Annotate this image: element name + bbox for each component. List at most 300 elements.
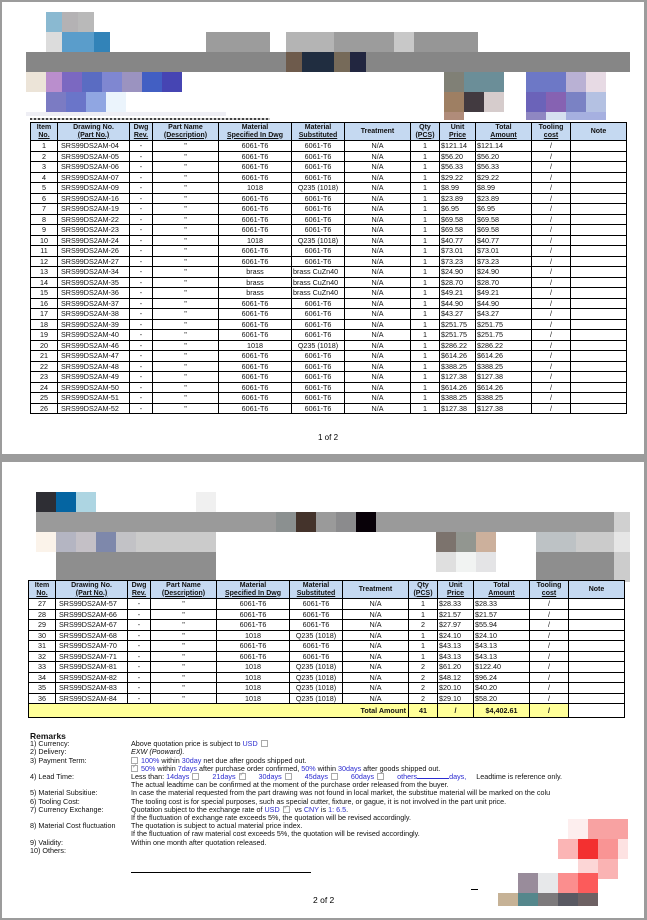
cell-material-specified: 6061-T6 <box>219 372 292 383</box>
cell-treatment: N/A <box>343 683 409 694</box>
cell-qty: 1 <box>411 382 440 393</box>
table-row <box>31 393 627 404</box>
column-header-material-specified: Material Specified In Dwg <box>217 581 290 599</box>
cell-tooling-cost: / <box>532 246 571 257</box>
cell-part-name: " <box>153 246 219 257</box>
cell-unit-price: $21.57 <box>438 609 474 620</box>
cell-treatment: N/A <box>345 309 411 320</box>
cell-dwg-rev: - <box>130 193 153 204</box>
cell-material-substituted: 6061-T6 <box>292 214 345 225</box>
cell-note <box>571 403 627 414</box>
lead-time-checkbox-45days[interactable] <box>331 773 338 780</box>
cell-part-name: " <box>153 351 219 362</box>
cell-treatment: N/A <box>345 330 411 341</box>
cell-part-name: " <box>153 214 219 225</box>
cell-note <box>571 277 627 288</box>
cell-note <box>569 693 625 704</box>
table-row <box>31 309 627 320</box>
cell-drawing-no: SRS99DS2AM-26 <box>58 246 130 257</box>
table-row <box>29 630 625 641</box>
cell-material-specified: 1018 <box>217 693 290 704</box>
lead-time-checkbox-21days[interactable] <box>239 773 246 780</box>
cell-material-specified: 1018 <box>217 672 290 683</box>
cell-tooling-cost: / <box>532 235 571 246</box>
cell-unit-price: $61.20 <box>438 662 474 673</box>
cell-qty: 1 <box>411 235 440 246</box>
cell-total-amount: $388.25 <box>476 361 532 372</box>
cell-unit-price: $43.13 <box>438 651 474 662</box>
column-header-qty: Qty (PCS) <box>409 581 438 599</box>
cell-treatment: N/A <box>345 298 411 309</box>
column-header-item-no: Item No. <box>29 581 56 599</box>
cell-dwg-rev: - <box>130 235 153 246</box>
cell-qty: 1 <box>411 204 440 215</box>
table-row <box>31 277 627 288</box>
cell-qty: 1 <box>409 641 438 652</box>
cell-unit-price: $56.33 <box>440 162 476 173</box>
column-header-total-amount: Total Amount <box>474 581 530 599</box>
cell-drawing-no: SRS99DS2AM-66 <box>56 609 128 620</box>
cell-note <box>571 393 627 404</box>
cell-item-no: 23 <box>31 372 58 383</box>
cell-treatment: N/A <box>345 162 411 173</box>
cell-qty: 1 <box>411 162 440 173</box>
cell-note <box>571 214 627 225</box>
cell-note <box>569 651 625 662</box>
remark-currency-exchange: 7) Currency Exchange: Quotation subject to the exchange rate of USD✓ vs CNY is 1: 6.5. <box>30 806 642 814</box>
cell-treatment: N/A <box>345 141 411 152</box>
cell-treatment: N/A <box>345 214 411 225</box>
cell-note <box>569 630 625 641</box>
cell-unit-price: $29.22 <box>440 172 476 183</box>
cell-treatment: N/A <box>343 620 409 631</box>
cell-material-specified: 1018 <box>217 662 290 673</box>
cell-item-no: 19 <box>31 330 58 341</box>
cell-material-specified: 6061-T6 <box>217 599 290 610</box>
cell-drawing-no: SRS99DS2AM-34 <box>58 267 130 278</box>
cell-drawing-no: SRS99DS2AM-37 <box>58 298 130 309</box>
table-row <box>31 340 627 351</box>
cell-treatment: N/A <box>345 204 411 215</box>
cell-item-no: 9 <box>31 225 58 236</box>
cell-note <box>569 662 625 673</box>
cell-drawing-no: SRS99DS2AM-50 <box>58 382 130 393</box>
cell-total-amount: $122.40 <box>474 662 530 673</box>
cell-part-name: " <box>153 288 219 299</box>
cell-dwg-rev: - <box>130 267 153 278</box>
cell-qty: 1 <box>411 403 440 414</box>
lead-time-checkbox-60days[interactable] <box>377 773 384 780</box>
cell-qty: 2 <box>409 683 438 694</box>
cell-part-name: " <box>151 693 217 704</box>
cell-part-name: " <box>151 620 217 631</box>
column-header-dwg-rev: Dwg Rev. <box>130 123 153 141</box>
cell-item-no: 31 <box>29 641 56 652</box>
cell-unit-price: $73.01 <box>440 246 476 257</box>
cell-total-amount: $6.95 <box>476 204 532 215</box>
table-row <box>31 204 627 215</box>
cell-material-specified: 1018 <box>217 630 290 641</box>
cell-qty: 1 <box>411 351 440 362</box>
column-header-total-amount: Total Amount <box>476 123 532 141</box>
cell-item-no: 16 <box>31 298 58 309</box>
cell-unit-price: $44.90 <box>440 298 476 309</box>
cell-material-substituted: 6061-T6 <box>292 204 345 215</box>
cell-dwg-rev: - <box>130 141 153 152</box>
table-row <box>31 193 627 204</box>
cell-unit-price: $40.77 <box>440 235 476 246</box>
cell-note <box>571 204 627 215</box>
table-row <box>31 403 627 414</box>
cell-total-amount: $43.27 <box>476 309 532 320</box>
cell-part-name: " <box>153 298 219 309</box>
cell-total-amount: $69.58 <box>476 214 532 225</box>
cell-item-no: 32 <box>29 651 56 662</box>
cell-unit-price: $29.10 <box>438 693 474 704</box>
cell-dwg-rev: - <box>130 372 153 383</box>
cell-qty: 1 <box>411 330 440 341</box>
cell-total-amount: $251.75 <box>476 319 532 330</box>
cell-material-substituted: 6061-T6 <box>292 298 345 309</box>
cell-material-specified: 6061-T6 <box>219 193 292 204</box>
cell-unit-price: $69.58 <box>440 214 476 225</box>
cell-treatment: N/A <box>345 319 411 330</box>
table-row <box>29 693 625 704</box>
table-row <box>31 151 627 162</box>
dash-mark <box>471 889 478 890</box>
cell-total-amount: $73.01 <box>476 246 532 257</box>
cell-item-no: 28 <box>29 609 56 620</box>
cell-total-amount: $21.57 <box>474 609 530 620</box>
cell-qty: 1 <box>411 193 440 204</box>
cell-item-no: 11 <box>31 246 58 257</box>
cell-drawing-no: SRS99DS2AM-67 <box>56 620 128 631</box>
cell-part-name: " <box>153 204 219 215</box>
cell-qty: 2 <box>409 693 438 704</box>
cell-total-amount: $49.21 <box>476 288 532 299</box>
cell-material-specified: 1018 <box>219 183 292 194</box>
cell-qty: 1 <box>411 256 440 267</box>
cell-material-substituted: 6061-T6 <box>292 393 345 404</box>
cell-part-name: " <box>153 162 219 173</box>
cell-material-substituted: 6061-T6 <box>292 330 345 341</box>
cell-tooling-cost: / <box>532 225 571 236</box>
cell-note <box>571 267 627 278</box>
signature-line <box>131 872 311 873</box>
cell-item-no: 33 <box>29 662 56 673</box>
cell-total-amount: $43.13 <box>474 651 530 662</box>
lead-time-checkbox-30days[interactable] <box>285 773 292 780</box>
cell-note <box>569 599 625 610</box>
cell-material-substituted: 6061-T6 <box>292 256 345 267</box>
lead-time-option-30days: 30days <box>258 772 282 782</box>
cell-treatment: N/A <box>345 256 411 267</box>
cell-treatment: N/A <box>345 267 411 278</box>
cell-material-specified: 6061-T6 <box>217 609 290 620</box>
table-row <box>31 372 627 383</box>
cell-note <box>571 372 627 383</box>
cell-tooling-cost: / <box>532 403 571 414</box>
cell-treatment: N/A <box>345 172 411 183</box>
cell-material-substituted: Q235 (1018) <box>290 683 343 694</box>
cell-note <box>571 351 627 362</box>
cell-dwg-rev: - <box>130 340 153 351</box>
remark-tooling-cost: 6) Tooling Cost: The tooling cost is for special purposes, such as special cutter, fixture, or gague, it is not involved in the part unit price. <box>30 796 507 806</box>
cell-drawing-no: SRS99DS2AM-27 <box>58 256 130 267</box>
table-row <box>31 235 627 246</box>
column-header-treatment: Treatment <box>345 123 411 141</box>
cell-dwg-rev: - <box>128 630 151 641</box>
cell-treatment: N/A <box>345 382 411 393</box>
cell-dwg-rev: - <box>130 382 153 393</box>
cell-drawing-no: SRS99DS2AM-70 <box>56 641 128 652</box>
remarks-title: Remarks <box>30 731 66 741</box>
cell-drawing-no: SRS99DS2AM-16 <box>58 193 130 204</box>
cell-unit-price: $43.27 <box>440 309 476 320</box>
total-label: Total Amount <box>29 704 409 718</box>
cell-unit-price: $28.70 <box>440 277 476 288</box>
cell-drawing-no: SRS99DS2AM-07 <box>58 172 130 183</box>
table-header-row <box>29 581 625 599</box>
cell-treatment: N/A <box>345 372 411 383</box>
cell-tooling-cost: / <box>530 609 569 620</box>
cell-note <box>571 235 627 246</box>
cell-total-amount: $388.25 <box>476 393 532 404</box>
cell-item-no: 36 <box>29 693 56 704</box>
table-row <box>31 214 627 225</box>
cell-qty: 2 <box>409 672 438 683</box>
cell-qty: 1 <box>411 309 440 320</box>
exchange-checkbox[interactable] <box>283 806 290 813</box>
cell-drawing-no: SRS99DS2AM-06 <box>58 162 130 173</box>
remark-validity: 9) Validity: Within one month after quotation released. <box>30 837 267 847</box>
cell-unit-price: $48.12 <box>438 672 474 683</box>
cell-material-specified: 1018 <box>217 683 290 694</box>
cell-qty: 1 <box>411 246 440 257</box>
cell-material-substituted: brass CuZn40 <box>292 267 345 278</box>
column-header-drawing-no: Drawing No. (Part No.) <box>58 123 130 141</box>
column-header-material-substituted: Material Substituted <box>290 581 343 599</box>
cell-dwg-rev: - <box>130 151 153 162</box>
cell-material-substituted: Q235 (1018) <box>292 183 345 194</box>
cell-treatment: N/A <box>343 599 409 610</box>
cell-note <box>569 672 625 683</box>
cell-tooling-cost: / <box>530 620 569 631</box>
cell-qty: 1 <box>409 651 438 662</box>
cell-item-no: 27 <box>29 599 56 610</box>
column-header-part-name: Part Name (Description) <box>151 581 217 599</box>
cell-dwg-rev: - <box>128 672 151 683</box>
cell-tooling-cost: / <box>532 309 571 320</box>
cell-tooling-cost: / <box>530 651 569 662</box>
cell-total-amount: $23.89 <box>476 193 532 204</box>
table-row <box>31 267 627 278</box>
table-header-row <box>31 123 627 141</box>
cell-item-no: 1 <box>31 141 58 152</box>
cell-unit-price: $127.38 <box>440 372 476 383</box>
cell-treatment: N/A <box>343 609 409 620</box>
cell-item-no: 14 <box>31 277 58 288</box>
cell-material-specified: 6061-T6 <box>219 204 292 215</box>
cell-qty: 1 <box>409 609 438 620</box>
table-row <box>31 319 627 330</box>
cell-material-specified: 6061-T6 <box>219 393 292 404</box>
cell-item-no: 35 <box>29 683 56 694</box>
cell-note <box>571 361 627 372</box>
cell-part-name: " <box>153 330 219 341</box>
cell-material-substituted: Q235 (1018) <box>290 693 343 704</box>
cell-material-substituted: 6061-T6 <box>290 599 343 610</box>
payment-option-2-checkbox[interactable] <box>131 765 138 772</box>
cell-material-specified: 6061-T6 <box>219 298 292 309</box>
cell-part-name: " <box>151 651 217 662</box>
cell-dwg-rev: - <box>130 319 153 330</box>
table-row <box>29 620 625 631</box>
cell-treatment: N/A <box>345 225 411 236</box>
cell-dwg-rev: - <box>130 256 153 267</box>
remark-payment-term: 3) Payment Term: 100% within 30day net due after goods shipped out. <box>30 755 307 765</box>
cell-unit-price: $49.21 <box>440 288 476 299</box>
cell-tooling-cost: / <box>530 693 569 704</box>
total-row <box>29 704 625 718</box>
remark-material-cost: 8) Material Cost fluctuation The quotation is subject to actual material price index. <box>30 821 303 831</box>
cell-unit-price: $286.22 <box>440 340 476 351</box>
cell-qty: 1 <box>411 288 440 299</box>
cell-unit-price: $24.90 <box>440 267 476 278</box>
cell-unit-price: $73.23 <box>440 256 476 267</box>
column-header-note: Note <box>571 123 627 141</box>
column-header-unit-price: Unit Price <box>440 123 476 141</box>
cell-part-name: " <box>153 361 219 372</box>
cell-material-specified: brass <box>219 267 292 278</box>
cell-drawing-no: SRS99DS2AM-82 <box>56 672 128 683</box>
cell-material-specified: 6061-T6 <box>217 651 290 662</box>
cell-material-substituted: 6061-T6 <box>292 403 345 414</box>
cell-tooling-cost: / <box>532 393 571 404</box>
cell-drawing-no: SRS99DS2AM-38 <box>58 309 130 320</box>
cell-total-amount: $121.14 <box>476 141 532 152</box>
cell-dwg-rev: - <box>130 214 153 225</box>
cell-drawing-no: SRS99DS2AM-40 <box>58 330 130 341</box>
cell-dwg-rev: - <box>130 246 153 257</box>
cell-note <box>571 151 627 162</box>
cell-tooling-cost: / <box>532 277 571 288</box>
cell-material-substituted: 6061-T6 <box>292 319 345 330</box>
table-row <box>31 183 627 194</box>
cell-material-specified: brass <box>219 277 292 288</box>
cell-drawing-no: SRS99DS2AM-57 <box>56 599 128 610</box>
cell-drawing-no: SRS99DS2AM-83 <box>56 683 128 694</box>
cell-part-name: " <box>153 256 219 267</box>
cell-part-name: " <box>153 340 219 351</box>
cell-drawing-no: SRS99DS2AM-35 <box>58 277 130 288</box>
cell-material-specified: 6061-T6 <box>219 403 292 414</box>
cell-material-substituted: Q235 (1018) <box>292 340 345 351</box>
cell-drawing-no: SRS99DS2AM-36 <box>58 288 130 299</box>
cell-dwg-rev: - <box>128 641 151 652</box>
cell-treatment: N/A <box>345 340 411 351</box>
checkbox[interactable] <box>261 740 268 747</box>
cell-tooling-cost: / <box>532 340 571 351</box>
cell-total-amount: $24.90 <box>476 267 532 278</box>
cell-part-name: " <box>153 172 219 183</box>
cell-dwg-rev: - <box>130 330 153 341</box>
table-row <box>31 288 627 299</box>
cell-dwg-rev: - <box>130 351 153 362</box>
cell-note <box>571 162 627 173</box>
cell-drawing-no: SRS99DS2AM-81 <box>56 662 128 673</box>
cell-drawing-no: SRS99DS2AM-49 <box>58 372 130 383</box>
cell-treatment: N/A <box>343 662 409 673</box>
cell-item-no: 2 <box>31 151 58 162</box>
cell-item-no: 25 <box>31 393 58 404</box>
table-row <box>31 382 627 393</box>
cell-tooling-cost: / <box>530 630 569 641</box>
cell-total-amount: $40.77 <box>476 235 532 246</box>
page-number: 1 of 2 <box>318 433 339 442</box>
cell-unit-price: $614.26 <box>440 351 476 362</box>
cell-note <box>571 382 627 393</box>
cell-material-specified: 6061-T6 <box>219 246 292 257</box>
lead-time-option-60days: 60days <box>350 772 375 782</box>
cell-drawing-no: SRS99DS2AM-24 <box>58 235 130 246</box>
cell-treatment: N/A <box>345 151 411 162</box>
cell-tooling-cost: / <box>532 256 571 267</box>
cell-qty: 1 <box>411 340 440 351</box>
table-row <box>29 609 625 620</box>
cell-material-specified: 6061-T6 <box>219 309 292 320</box>
cell-part-name: " <box>153 225 219 236</box>
cell-qty: 1 <box>411 319 440 330</box>
cell-unit-price: $23.89 <box>440 193 476 204</box>
lead-time-checkbox-14days[interactable] <box>192 773 199 780</box>
column-header-note: Note <box>569 581 625 599</box>
cell-unit-price: $6.95 <box>440 204 476 215</box>
cell-material-specified: 6061-T6 <box>219 361 292 372</box>
cell-drawing-no: SRS99DS2AM-84 <box>56 693 128 704</box>
cell-material-specified: 6061-T6 <box>219 141 292 152</box>
cell-drawing-no: SRS99DS2AM-48 <box>58 361 130 372</box>
cell-item-no: 10 <box>31 235 58 246</box>
quotation-table-page-1 <box>30 122 627 414</box>
cell-qty: 1 <box>411 172 440 183</box>
cell-tooling-cost: / <box>532 298 571 309</box>
cell-note <box>571 141 627 152</box>
cell-drawing-no: SRS99DS2AM-39 <box>58 319 130 330</box>
cell-note <box>571 193 627 204</box>
cell-drawing-no: SRS99DS2AM-46 <box>58 340 130 351</box>
cell-material-specified: 6061-T6 <box>219 225 292 236</box>
cell-note <box>571 309 627 320</box>
cell-material-specified: 6061-T6 <box>217 641 290 652</box>
cell-unit-price: $27.97 <box>438 620 474 631</box>
cell-material-specified: 1018 <box>219 340 292 351</box>
cell-dwg-rev: - <box>128 693 151 704</box>
cell-unit-price: $8.99 <box>440 183 476 194</box>
table-row <box>31 225 627 236</box>
cell-note <box>569 620 625 631</box>
cell-total-amount: $614.26 <box>476 351 532 362</box>
cell-part-name: " <box>153 151 219 162</box>
cell-note <box>571 340 627 351</box>
cell-qty: 1 <box>411 267 440 278</box>
cell-tooling-cost: / <box>530 662 569 673</box>
cell-item-no: 15 <box>31 288 58 299</box>
cell-treatment: N/A <box>343 630 409 641</box>
cell-dwg-rev: - <box>130 172 153 183</box>
table-row <box>31 298 627 309</box>
cell-treatment: N/A <box>345 393 411 404</box>
